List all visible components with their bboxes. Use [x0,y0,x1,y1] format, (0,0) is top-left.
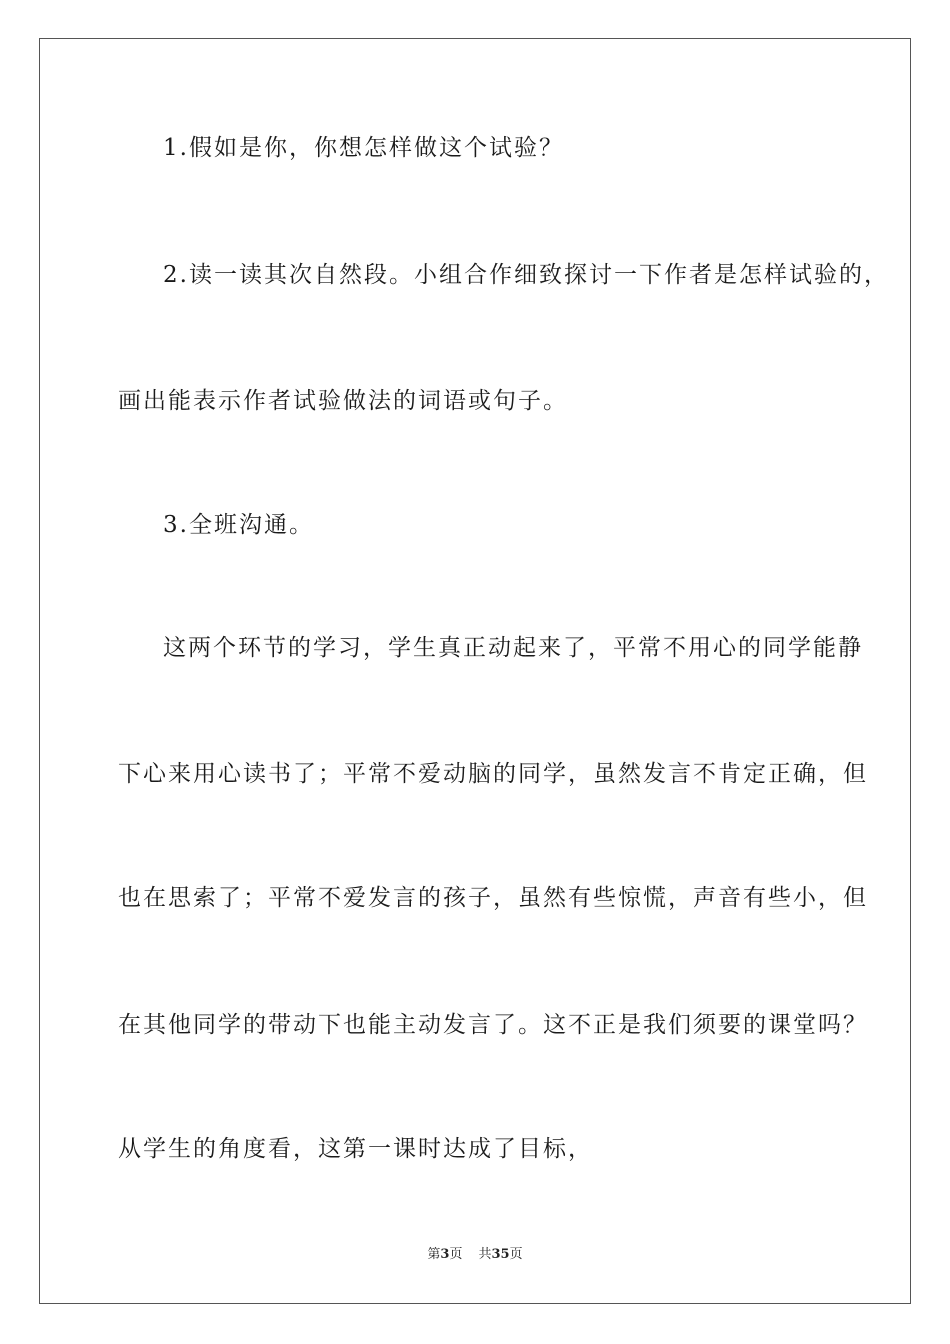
page-border [39,38,911,1304]
total-prefix: 共 [478,1247,492,1262]
list-item-2-continuation: 画出能表示作者试验做法的词语或句子。 [118,388,568,414]
total-pages: 35 [491,1247,510,1262]
page-prefix: 第 [427,1247,441,1262]
paragraph-line-3: 也在思索了；平常不爱发言的孩子，虽然有些惊慌，声音有些小，但 [118,885,868,911]
page-number: 3 [440,1247,450,1262]
page-footer [0,1246,950,1264]
list-item-3: 3.全班沟通。 [163,512,314,538]
page-suffix: 页 [449,1247,463,1262]
paragraph-line-5: 从学生的角度看，这第一课时达成了目标， [118,1136,593,1162]
paragraph-line-1: 这两个环节的学习，学生真正动起来了，平常不用心的同学能静 [163,635,863,661]
paragraph-line-4: 在其他同学的带动下也能主动发言了。这不正是我们须要的课堂吗？ [118,1012,868,1038]
paragraph-line-2: 下心来用心读书了；平常不爱动脑的同学，虽然发言不肯定正确，但 [118,761,868,787]
total-suffix: 页 [509,1247,523,1262]
list-item-2: 2.读一读其次自然段。小组合作细致探讨一下作者是怎样试验的， [163,262,889,288]
list-item-1: 1.假如是你，你想怎样做这个试验？ [163,135,564,161]
